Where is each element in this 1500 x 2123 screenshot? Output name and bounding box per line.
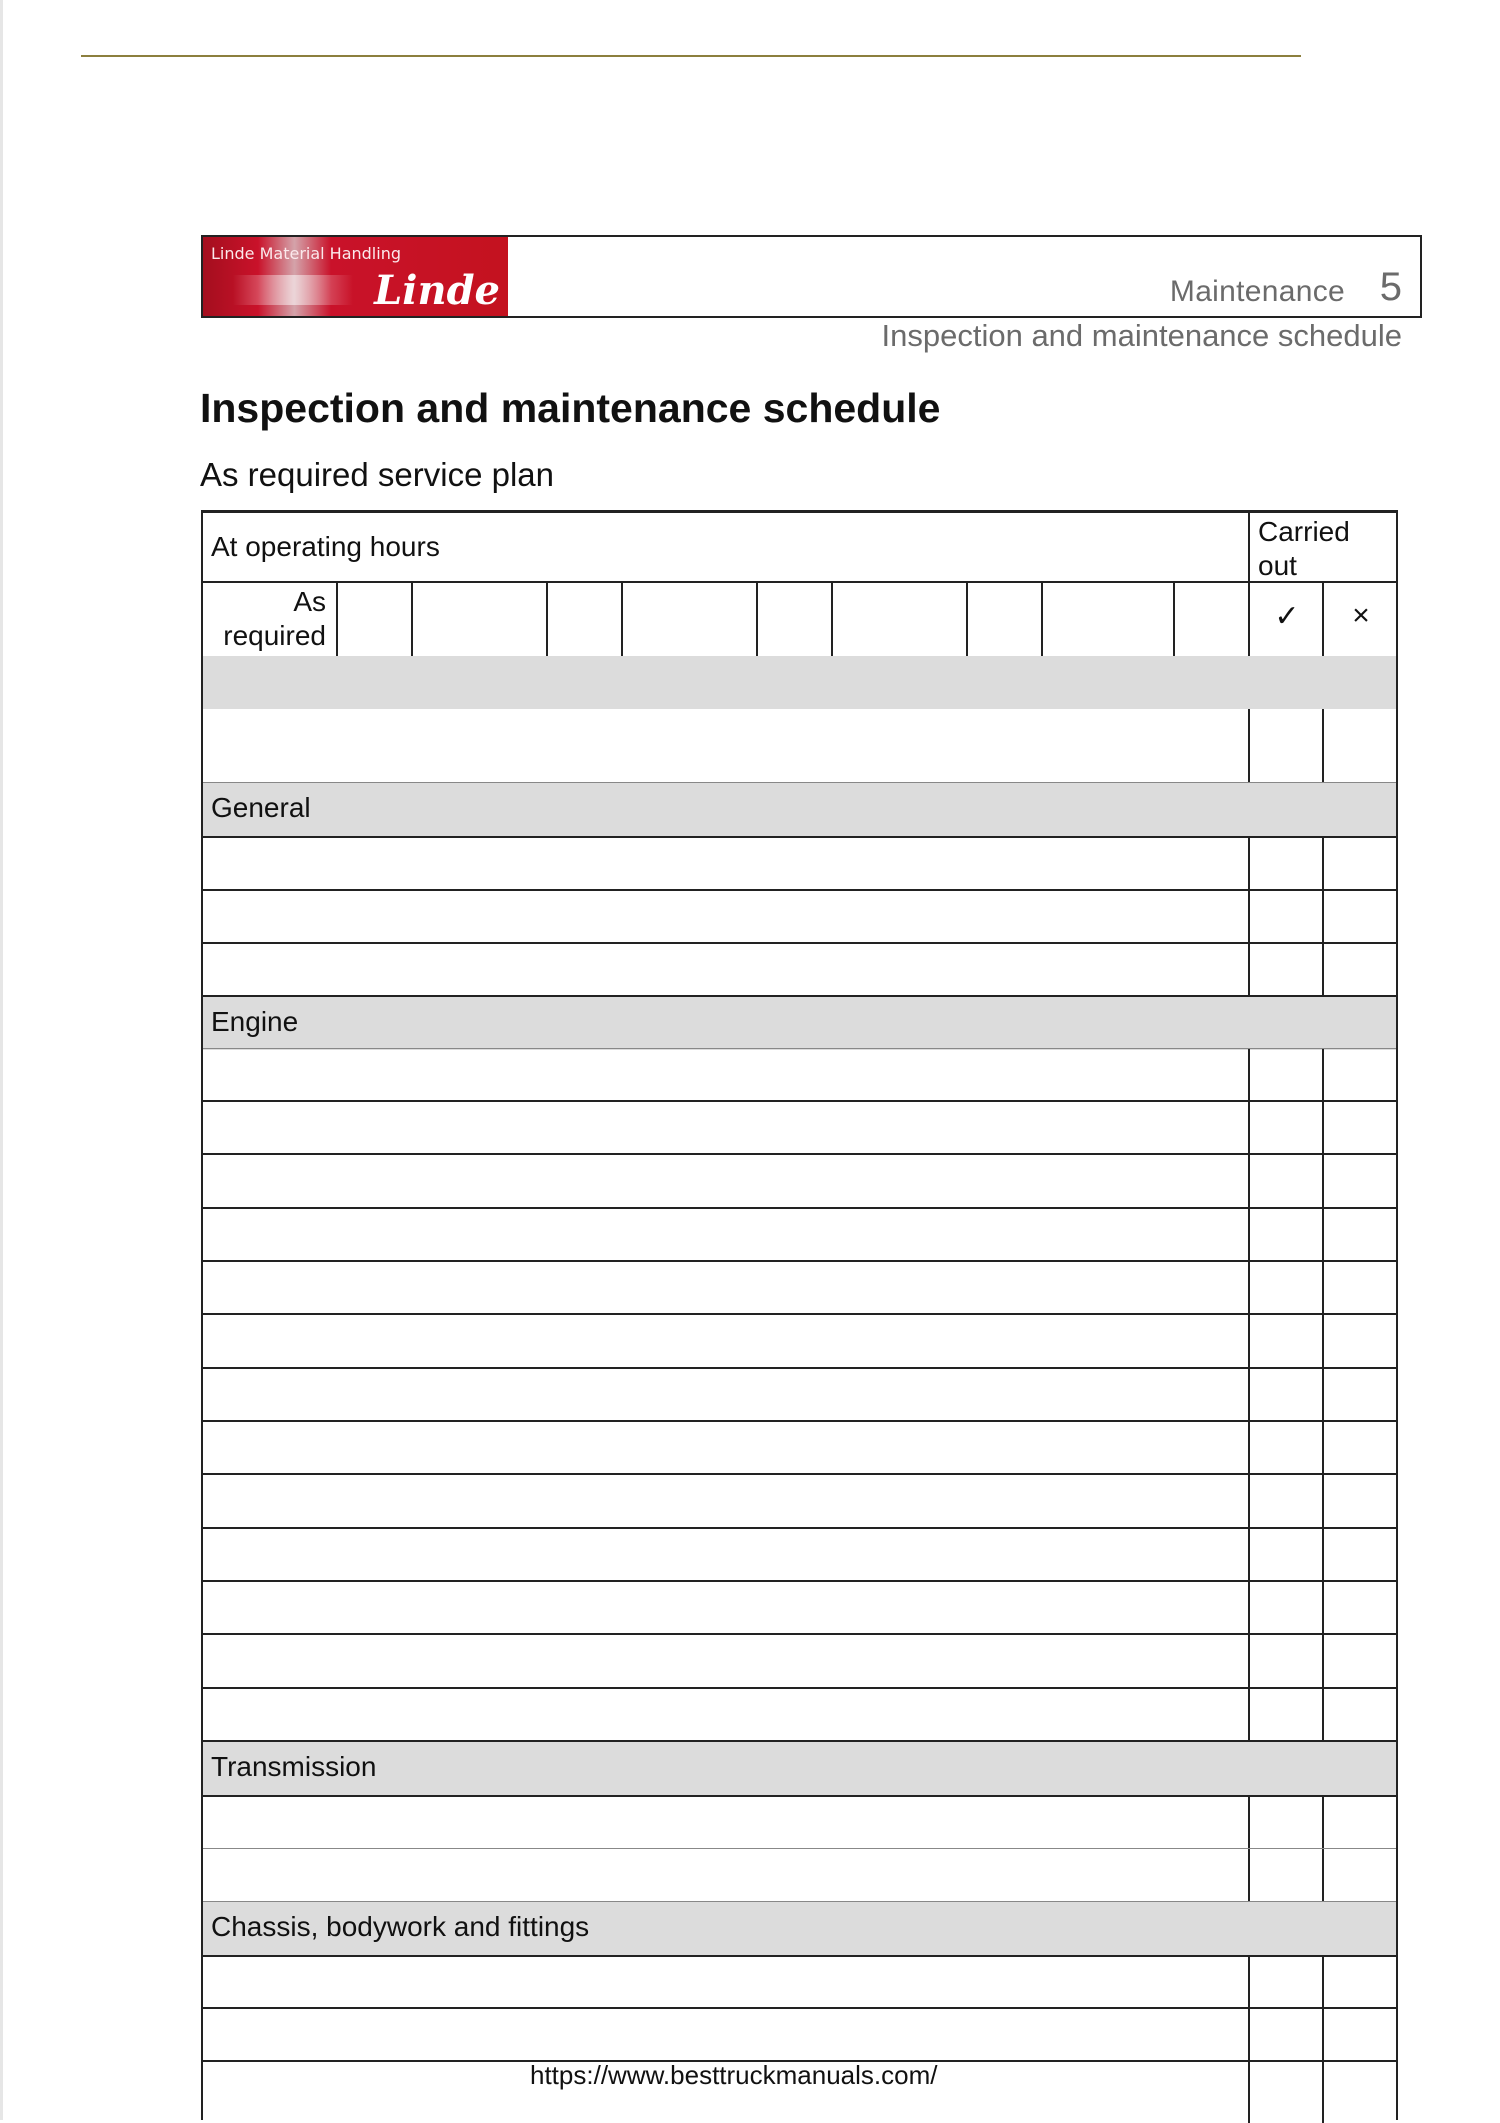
table-row — [203, 1529, 1396, 1582]
table-row — [203, 709, 1396, 783]
table-row — [203, 944, 1396, 997]
page-header — [201, 235, 1422, 318]
footer-url[interactable]: https://www.besttruckmanuals.com/ — [530, 2060, 938, 2090]
table-row — [203, 1635, 1396, 1689]
done-check-icon: ✓ — [1274, 600, 1300, 633]
subsection-header: Inspection and maintenance schedule — [881, 318, 1402, 353]
logo-wordmark: Linde — [374, 267, 500, 314]
top-rule — [81, 55, 1301, 57]
plan-title: As required service plan — [200, 456, 555, 493]
page-title: Inspection and maintenance schedule — [200, 385, 941, 431]
operating-hours-label: At operating hours — [211, 531, 440, 562]
category-engine — [203, 997, 1396, 1050]
category-label: Transmission — [211, 1751, 377, 1782]
category-general — [203, 783, 1396, 836]
carried-out-header — [1248, 513, 1398, 581]
table-row — [203, 1957, 1396, 2009]
carried-out-label: Carried out — [1258, 516, 1350, 581]
table-row — [203, 1262, 1396, 1315]
schedule-table — [201, 510, 1398, 2120]
table-row — [203, 1155, 1396, 1209]
category-label: General — [211, 792, 311, 823]
linde-logo — [203, 237, 508, 316]
as-required-line1: As — [293, 586, 326, 617]
table-row — [203, 891, 1396, 944]
table-row — [203, 1689, 1396, 1742]
table-row — [203, 1422, 1396, 1475]
section-number: 5 — [1379, 265, 1402, 309]
table-row — [203, 1797, 1396, 1849]
section-label: Maintenance — [1169, 275, 1345, 308]
table-row — [203, 1209, 1396, 1262]
table-row — [203, 1102, 1396, 1155]
table-row — [203, 1049, 1396, 1102]
category-label: Engine — [211, 1006, 299, 1037]
page-edge — [0, 0, 3, 2120]
as-required-cell — [203, 583, 336, 656]
header-row — [203, 513, 1396, 583]
category-chassis — [203, 1902, 1396, 1955]
table-row — [203, 1849, 1396, 1902]
category-transmission — [203, 1742, 1396, 1795]
table-row — [203, 1475, 1396, 1529]
table-row — [203, 2009, 1396, 2062]
table-row — [203, 1582, 1396, 1635]
table-row — [203, 1315, 1396, 1369]
hours-row — [203, 583, 1396, 656]
not-done-x-icon: × — [1352, 599, 1370, 632]
as-required-line2: required — [223, 620, 326, 651]
table-row — [203, 1369, 1396, 1422]
category-label: Chassis, bodywork and fittings — [211, 1911, 590, 1942]
logo-tagline: Linde Material Handling — [211, 244, 401, 263]
table-row — [203, 838, 1396, 891]
category-blank — [203, 656, 1396, 709]
